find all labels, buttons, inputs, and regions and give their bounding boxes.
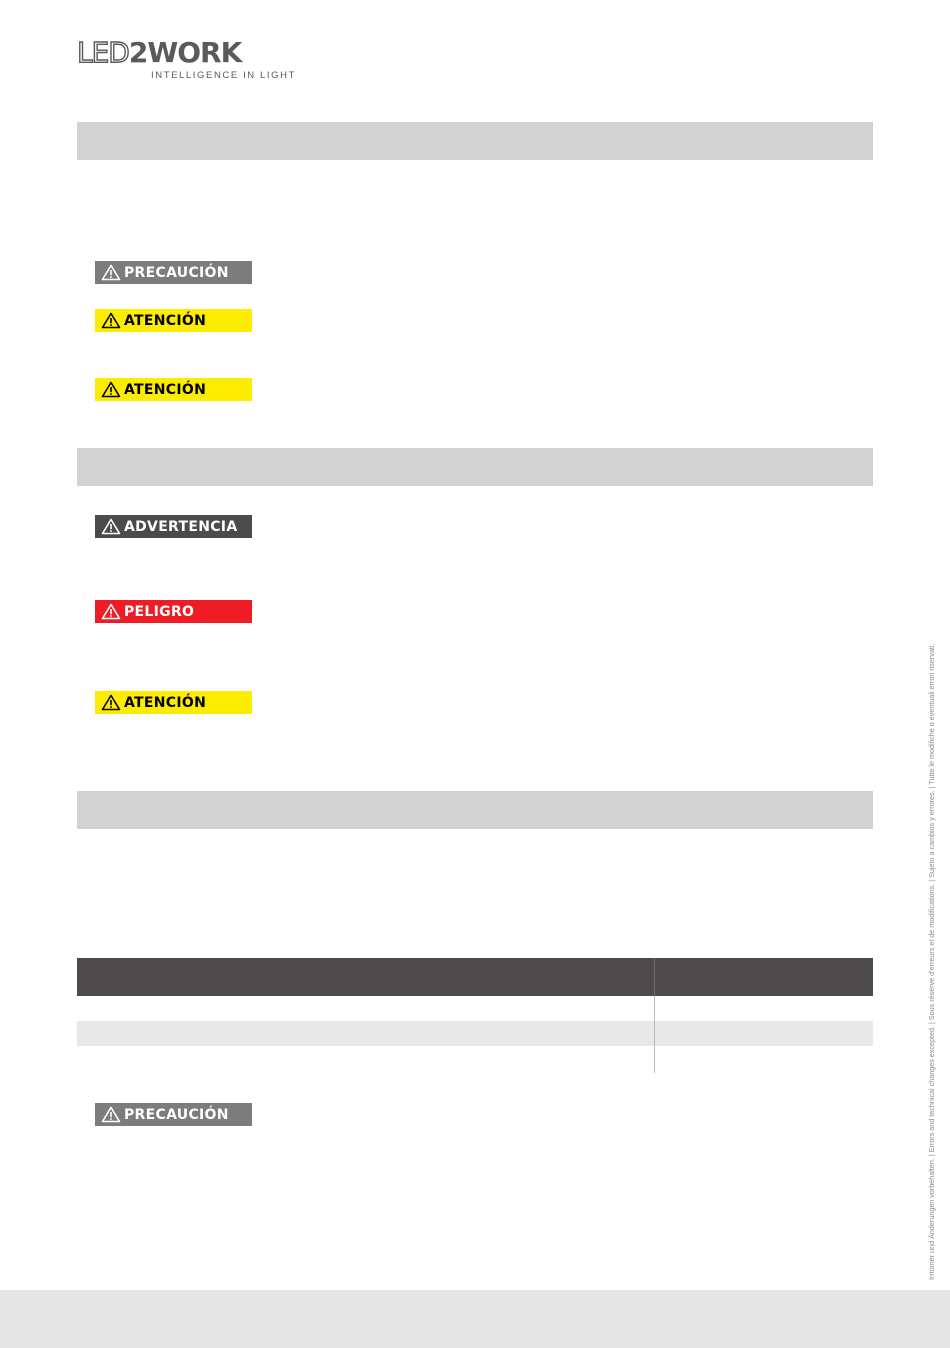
attention-badge: [95, 691, 252, 714]
table-row: [77, 1046, 873, 1071]
spec-table: [77, 958, 873, 1071]
badge-label: PELIGRO: [124, 603, 195, 620]
badge-label: ATENCIÓN: [124, 694, 207, 711]
badge-label: PRECAUCIÓN: [124, 1106, 229, 1123]
table-header-divider: [654, 958, 655, 996]
brand-logo: [77, 38, 302, 86]
caution-badge: [95, 1103, 252, 1126]
logo-brand-text: 2WORK: [128, 36, 242, 69]
logo-tagline: INTELLIGENCE IN LIGHT: [151, 70, 296, 81]
legal-disclaimer: Irrtümer und Änderungen vorbehalten. | Errors and technical changes excepted. | Sous réserve d'erreurs et de modifications. | Sujeto a cambios y errores. | Tutte le modifiche o eventuali errori riservati.: [927, 643, 936, 1280]
warning-triangle-icon: [101, 1106, 121, 1123]
attention-badge: [95, 378, 252, 401]
section-header-bar: [77, 448, 873, 486]
warning-badge: [95, 515, 252, 538]
warning-triangle-icon: [101, 381, 121, 398]
table-column-divider: [654, 996, 655, 1073]
badge-label: PRECAUCIÓN: [124, 264, 229, 281]
danger-badge: [95, 600, 252, 623]
badge-label: ADVERTENCIA: [124, 518, 238, 535]
warning-triangle-icon: [101, 264, 121, 281]
table-header: [77, 958, 873, 996]
caution-badge: [95, 261, 252, 284]
warning-triangle-icon: [101, 518, 121, 535]
section-header-bar: [77, 791, 873, 829]
logo-led-text: LED: [77, 36, 129, 69]
warning-triangle-icon: [101, 603, 121, 620]
section-header-bar: [77, 122, 873, 160]
warning-triangle-icon: [101, 312, 121, 329]
warning-triangle-icon: [101, 694, 121, 711]
page-footer: [0, 1290, 950, 1348]
attention-badge: [95, 309, 252, 332]
table-row: [77, 1021, 873, 1046]
badge-label: ATENCIÓN: [124, 312, 207, 329]
table-row: [77, 996, 873, 1021]
badge-label: ATENCIÓN: [124, 381, 207, 398]
logo-wordmark: [77, 38, 241, 68]
